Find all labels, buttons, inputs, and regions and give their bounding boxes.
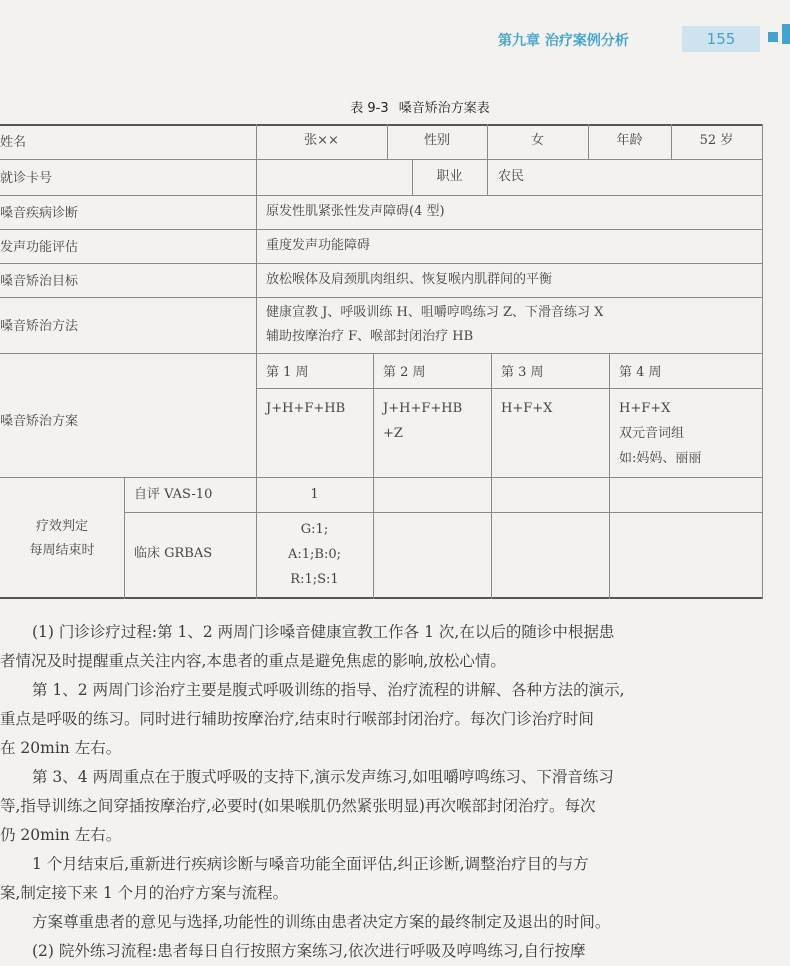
- paragraph-line: 重点是呼吸的练习。同时进行辅助按摩治疗,结束时行喉部封闭治疗。每次门诊治疗时间: [0, 710, 594, 728]
- goal-value: 放松喉体及肩颈肌肉组织、恢复喉内肌群间的平衡: [266, 272, 553, 287]
- chapter-title: 第九章 治疗案例分析: [498, 33, 629, 49]
- grbas-label: 临床 GRBAS: [134, 546, 213, 561]
- age-value: 52 岁: [699, 133, 734, 148]
- row-rule: [0, 477, 762, 478]
- paragraph-line: 第 1、2 两周门诊治疗主要是腹式呼吸训练的指导、治疗流程的讲解、各种方法的演示,: [32, 681, 625, 699]
- week-2-plan-line-1: J+H+F+HB: [383, 401, 463, 416]
- week-4-header: 第 4 周: [619, 365, 662, 380]
- week-3-header: 第 3 周: [501, 365, 544, 380]
- card-label: 就诊卡号: [0, 171, 53, 186]
- col-rule: [373, 353, 374, 599]
- paragraph-line: 方案尊重患者的意见与选择,功能性的训练由患者决定方案的最终制定及退出的时间。: [32, 913, 611, 931]
- table-number: 表 9-3: [350, 101, 389, 116]
- week-1-header: 第 1 周: [266, 365, 309, 380]
- name-value: 张××: [304, 133, 339, 148]
- paragraph-line: 在 20min 左右。: [0, 739, 122, 757]
- gender-label: 性别: [423, 133, 450, 148]
- diagnosis-label: 嗓音疾病诊断: [0, 206, 79, 221]
- plan-label: 嗓音矫治方案: [0, 414, 79, 429]
- row-rule: [0, 353, 762, 354]
- vas-label: 自评 VAS-10: [134, 487, 213, 502]
- week-4-plan-line-2: 双元音词组: [619, 426, 685, 441]
- week-2-header: 第 2 周: [383, 365, 426, 380]
- week-1-plan: J+H+F+HB: [266, 401, 346, 416]
- col-rule: [124, 477, 125, 599]
- paragraph-line: 第 3、4 两周重点在于腹式呼吸的支持下,演示发声练习,如咀嚼哼鸣练习、下滑音练习: [32, 768, 614, 786]
- method-label: 嗓音矫治方法: [0, 319, 79, 334]
- method-line-1: 健康宣教 J、呼吸训练 H、咀嚼哼鸣练习 Z、下滑音练习 X: [266, 305, 604, 320]
- row-rule: [124, 512, 762, 513]
- paragraph-line: 1 个月结束后,重新进行疾病诊断与嗓音功能全面评估,纠正诊断,调整治疗目的与方: [32, 855, 589, 873]
- col-rule: [256, 124, 257, 477]
- row-rule: [0, 229, 762, 230]
- goal-label: 嗓音矫治目标: [0, 274, 79, 289]
- week-2-plan-line-2: +Z: [383, 426, 403, 441]
- paragraph-line: (1) 门诊诊疗过程:第 1、2 两周门诊嗓音健康宣教工作各 1 次,在以后的随诊中根据患: [32, 623, 615, 641]
- col-rule: [762, 124, 763, 599]
- job-value: 农民: [498, 169, 525, 184]
- grbas-line-1: G:1;: [300, 522, 329, 537]
- paragraph-line: 等,指导训练之间穿插按摩治疗,必要时(如果喉肌仍然紧张明显)再次喉部封闭治疗。每次: [0, 797, 596, 815]
- page-number: 155: [682, 26, 760, 52]
- assessment-label: 发声功能评估: [0, 240, 79, 255]
- row-rule: [0, 297, 762, 298]
- paragraph-line: 案,制定接下来 1 个月的治疗方案与流程。: [0, 884, 289, 902]
- efficacy-label-line-2: 每周结束时: [29, 543, 95, 558]
- week-4-plan-line-3: 如:妈妈、丽丽: [619, 451, 702, 466]
- method-line-2: 辅助按摩治疗 F、喉部封闭治疗 HB: [266, 329, 474, 344]
- grbas-line-2: A:1;B:0;: [287, 547, 341, 562]
- assessment-value: 重度发声功能障碍: [266, 238, 371, 253]
- efficacy-label-line-1: 疗效判定: [35, 519, 88, 534]
- table-top-rule: [0, 124, 762, 126]
- grbas-line-3: R:1;S:1: [290, 572, 339, 587]
- vas-week-1: 1: [310, 487, 319, 502]
- age-label: 年龄: [616, 133, 643, 148]
- week-4-plan-line-1: H+F+X: [619, 401, 671, 416]
- paragraph-line: 仍 20min 左右。: [0, 826, 122, 844]
- paragraph-line: 者情况及时提醒重点关注内容,本患者的重点是避免焦虑的影响,放松心情。: [0, 652, 506, 670]
- table-title: 嗓音矫治方案表: [398, 101, 490, 116]
- table-bottom-rule: [0, 597, 762, 599]
- row-rule: [0, 159, 762, 160]
- diagnosis-value: 原发性肌紧张性发声障碍(4 型): [266, 204, 445, 219]
- row-rule: [0, 195, 762, 196]
- name-label: 姓名: [0, 135, 27, 150]
- col-rule: [491, 353, 492, 599]
- paragraph-line: (2) 院外练习流程:患者每日自行按照方案练习,依次进行呼吸及哼鸣练习,自行按摩: [32, 942, 586, 960]
- job-label: 职业: [436, 169, 463, 184]
- row-rule: [256, 388, 762, 389]
- col-rule: [609, 353, 610, 599]
- week-3-plan: H+F+X: [501, 401, 553, 416]
- body-text: [0, 618, 790, 966]
- row-rule: [0, 263, 762, 264]
- gender-value: 女: [530, 133, 544, 148]
